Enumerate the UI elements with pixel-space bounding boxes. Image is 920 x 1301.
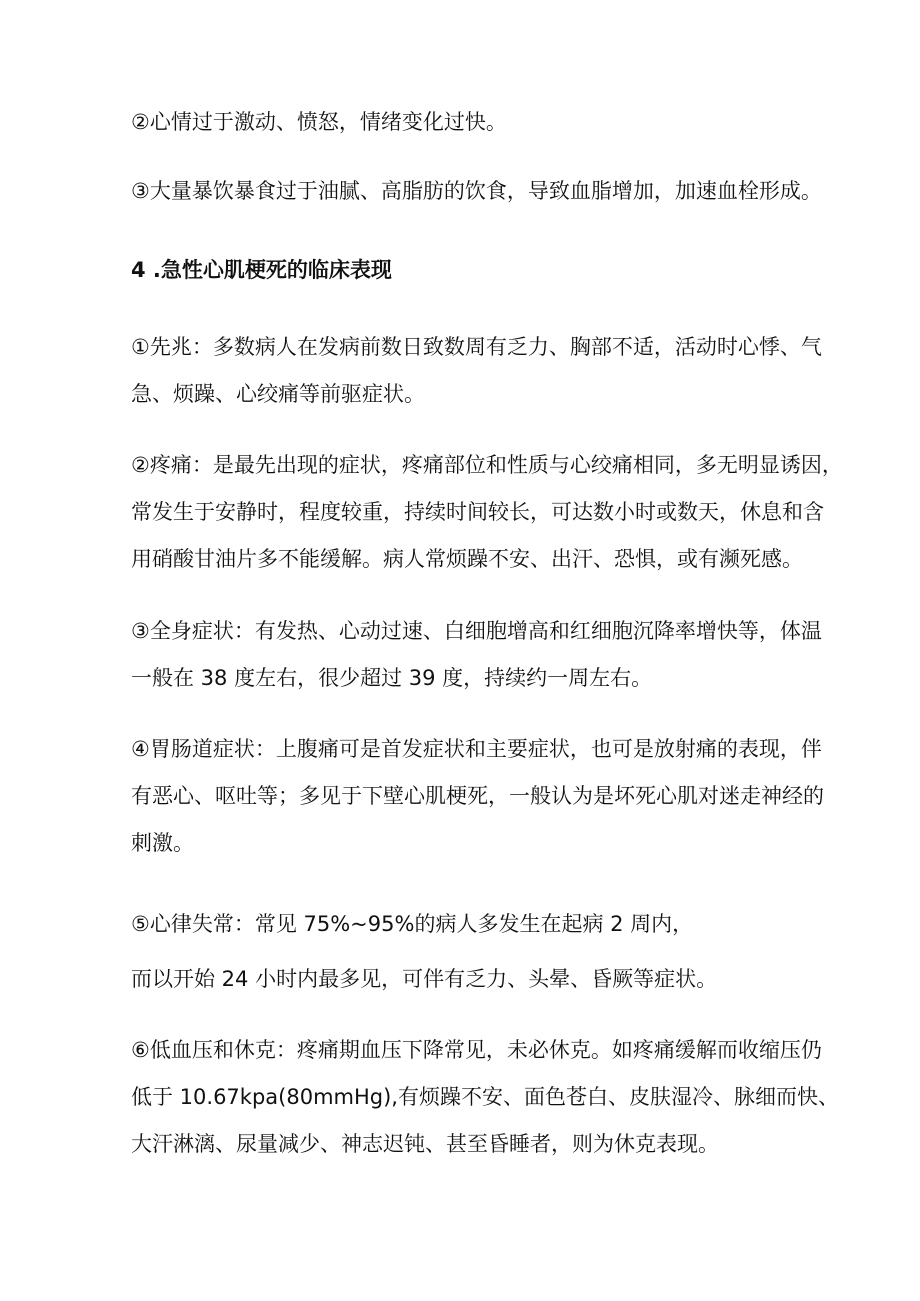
paragraph-arrhythmia-line-2: 而以开始 24 小时内最多见，可伴有乏力、头晕、昏厥等症状。 [131, 967, 718, 991]
paragraph-pain-line-2: 常发生于安静时，程度较重，持续时间较长，可达数小时或数天，休息和含 [131, 500, 824, 524]
paragraph-arrhythmia-line-1: ⑤心律失常：常见 75%~95%的病人多发生在起病 2 周内， [131, 912, 694, 936]
paragraph-gi-line-2: 有恶心、呕吐等；多见于下壁心肌梗死，一般认为是坏死心肌对迷走神经的 [131, 784, 824, 808]
paragraph-gi-line-1: ④胃肠道症状：上腹痛可是首发症状和主要症状，也可是放射痛的表现，伴 [131, 737, 822, 761]
paragraph-pain-line-3: 用硝酸甘油片多不能缓解。病人常烦躁不安、出汗、恐惧，或有濒死感。 [131, 547, 803, 571]
paragraph-prodrome-line-1: ①先兆：多数病人在发病前数日致数周有乏力、胸部不适，活动时心悸、气 [131, 335, 822, 359]
paragraph-emotion-trigger: ②心情过于激动、愤怒，情绪变化过快。 [131, 110, 507, 134]
section-heading: 4 .急性心肌梗死的临床表现 [131, 258, 392, 282]
paragraph-shock-line-2: 低于 10.67kpa(80mmHg),有烦躁不安、面色苍白、皮肤湿冷、脉细而快、 [131, 1085, 839, 1109]
paragraph-shock-line-1: ⑥低血压和休克：疼痛期血压下降常见，未必休克。如疼痛缓解而收缩压仍 [131, 1038, 822, 1062]
paragraph-pain-line-1: ②疼痛：是最先出现的症状，疼痛部位和性质与心绞痛相同，多无明显诱因， [131, 453, 843, 477]
paragraph-prodrome-line-2: 急、烦躁、心绞痛等前驱症状。 [131, 382, 425, 406]
paragraph-shock-line-3: 大汗淋漓、尿量减少、神志迟钝、甚至昏睡者，则为休克表现。 [131, 1132, 719, 1156]
paragraph-systemic-line-1: ③全身症状：有发热、心动过速、白细胞增高和红细胞沉降率增快等，体温 [131, 619, 822, 643]
paragraph-gi-line-3: 刺激。 [131, 831, 194, 855]
paragraph-diet-trigger: ③大量暴饮暴食过于油腻、高脂肪的饮食，导致血脂增加，加速血栓形成。 [131, 179, 822, 203]
paragraph-systemic-line-2: 一般在 38 度左右，很少超过 39 度，持续约一周左右。 [131, 666, 653, 690]
